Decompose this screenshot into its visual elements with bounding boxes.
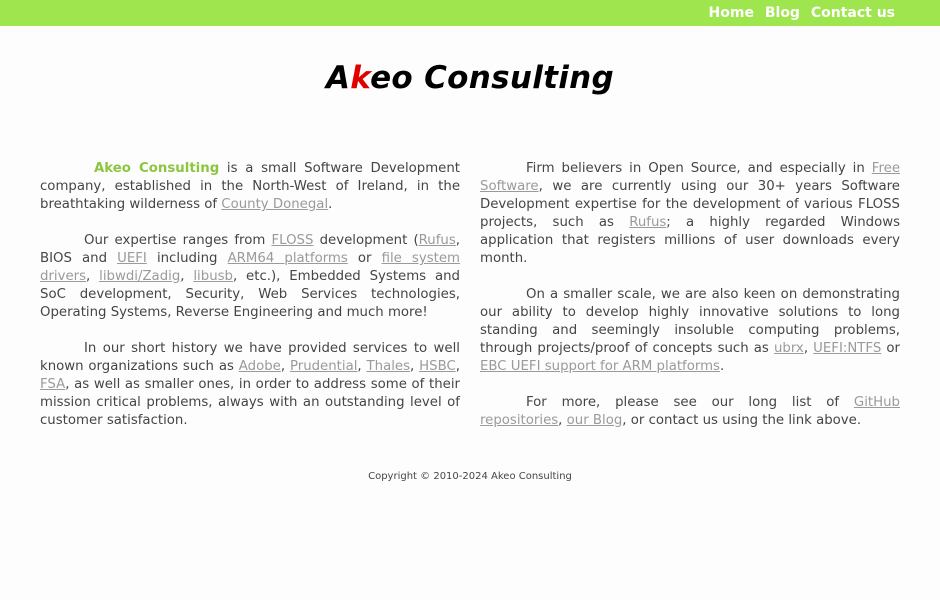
text: For more, please see our long list of (526, 395, 854, 410)
ebc-uefi-arm-link[interactable]: EBC UEFI support for ARM platforms (480, 359, 720, 374)
nav-home-link[interactable]: Home (708, 5, 754, 21)
text: ; a highly regarded Windows application that registers millions of user downloads every month. (480, 215, 901, 266)
text: , (455, 359, 460, 374)
right-column (480, 160, 900, 448)
text: On a smaller scale, we are also keen on demonstrating our ability to develop highly innovative solutions to long standing and seemingly insoluble computing problems, through projects/proof of concepts such as (480, 287, 900, 356)
text: , BIOS and (40, 233, 460, 266)
text: Firm believers in Open Source, and especially in (526, 161, 872, 176)
open-source-paragraph (480, 160, 900, 268)
page-title (0, 60, 940, 100)
footer-copyright: Copyright © 2010-2024 Akeo Consulting (368, 471, 572, 482)
floss-link[interactable]: FLOSS (271, 233, 314, 248)
left-column (40, 160, 460, 448)
uefi-link[interactable]: UEFI (117, 251, 147, 266)
ubrx-link[interactable]: ubrx (773, 341, 804, 356)
text: or (347, 251, 382, 266)
text: , etc.), Embedded Systems and SoC development, Security, Web Services technologies, Operating Systems, Reverse Engineering and much more! (40, 269, 460, 320)
text: In our short history we have provided services to well known organizations such as (40, 341, 460, 374)
text: , (410, 359, 420, 374)
text: , (86, 269, 100, 284)
text: , (280, 359, 290, 374)
thales-link[interactable]: Thales (366, 359, 411, 374)
adobe-link[interactable]: Adobe (238, 359, 281, 374)
text: , (357, 359, 367, 374)
text: , (558, 413, 567, 428)
libusb-link[interactable]: libusb (193, 269, 233, 284)
our-blog-link[interactable]: our Blog (566, 413, 623, 428)
text: , we are currently using our 30+ years Software Development expertise for the development of various FLOSS projects, such as (480, 179, 900, 230)
text: , as well as smaller ones, in order to address some of their mission critical problems, always with an outstanding level of customer satisfaction. (40, 377, 460, 428)
county-donegal-link[interactable]: County Donegal (221, 197, 329, 212)
text: is a small Software Development company, established in the North-West of Ireland, in the breathtaking wilderness of (40, 161, 461, 212)
more-paragraph (480, 394, 900, 430)
text: development ( (313, 233, 419, 248)
innovation-paragraph (480, 286, 900, 376)
text: or (881, 341, 900, 356)
free-software-link[interactable]: Free Software (480, 161, 900, 194)
arm64-platforms-link[interactable]: ARM64 platforms (227, 251, 348, 266)
github-repositories-link[interactable]: GitHub repositories (480, 395, 900, 428)
text: , (180, 269, 194, 284)
prudential-link[interactable]: Prudential (289, 359, 358, 374)
nav-contact-link[interactable]: Contact us (810, 5, 895, 21)
text: . (328, 197, 333, 212)
text: including (146, 251, 228, 266)
expertise-paragraph (40, 232, 460, 322)
top-bar (0, 0, 940, 26)
rufus-link[interactable]: Rufus (629, 215, 667, 230)
nav-blog-link[interactable]: Blog (764, 5, 800, 21)
top-nav (703, 5, 895, 21)
text: , or contact us using the link above. (622, 413, 862, 428)
title-letter-a: A (325, 60, 351, 96)
history-paragraph (40, 340, 460, 430)
rufus-link[interactable]: Rufus (418, 233, 456, 248)
hsbc-link[interactable]: HSBC (419, 359, 456, 374)
uefi-ntfs-link[interactable]: UEFI:NTFS (813, 341, 882, 356)
fsa-link[interactable]: FSA (40, 377, 66, 392)
text: , (803, 341, 814, 356)
brand-name: Akeo Consulting (94, 161, 220, 176)
text: . (719, 359, 725, 374)
text: Our expertise ranges from (84, 233, 272, 248)
libwdi-zadig-link[interactable]: libwdi/Zadig (99, 269, 181, 284)
title-rest: eo Consulting (370, 60, 615, 96)
intro-paragraph (40, 160, 460, 214)
title-letter-k: k (350, 60, 371, 96)
file-system-drivers-link[interactable]: file system drivers (40, 251, 460, 284)
